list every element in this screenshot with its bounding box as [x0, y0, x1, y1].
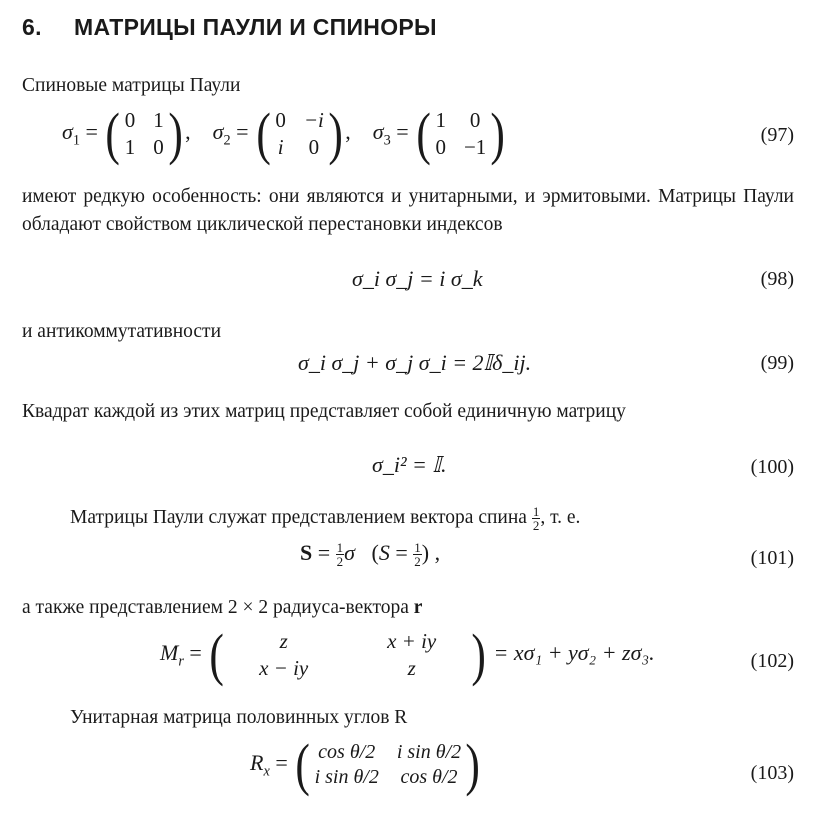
equation-100: σ_i² = 𝕀. [372, 452, 447, 477]
matrix-half-angle: ( cos θ/2 i sin θ/2 i sin θ/2 cos θ/2 ) [295, 732, 481, 797]
section-heading [22, 14, 437, 41]
matrix-sigma-3: ( 1 0 0 −1 ) [416, 101, 506, 166]
equation-number-102: (102) [750, 650, 794, 672]
matrix-sigma-1: ( 0 1 1 0 ) [105, 101, 183, 166]
equation-98: σ_i σ_j = i σ_k [352, 266, 483, 291]
section-number: 6. [22, 14, 42, 40]
equation-101: S = $\frac{1}{2}$ σ (S = $\frac{1}{2}$ ) , [300, 540, 441, 570]
matrix-position-vector: ( z x + iy x − iy z ) [209, 622, 486, 687]
paragraph-1: Спиновые матрицы Паули [22, 75, 241, 96]
equation-number-103: (103) [750, 762, 794, 784]
equation-number-101: (101) [750, 547, 794, 569]
paragraph-2: имеют редкую особенность: они являются и унитарными, и эрмитовыми. Матрицы Паули обладают свойством циклической перестановки индексов [22, 186, 794, 235]
equation-number-97: (97) [760, 124, 794, 146]
paragraph-3: и антикоммутативности [22, 321, 222, 342]
paragraph-4: Квадрат каждой из этих матриц представляет собой единичную матрицу [22, 401, 626, 422]
paragraph-7: Унитарная матрица половинных углов R [70, 707, 408, 728]
equation-99: σ_i σ_j + σ_j σ_i = 2𝕀δ_ij. [298, 350, 532, 375]
paragraph-6: а также представлением 2 × 2 радиуса-вектора r [22, 597, 423, 618]
equation-number-99: (99) [760, 352, 794, 374]
fraction-one-half: $\frac{1}{2}$ [532, 504, 540, 534]
paragraph-5: Матрицы Паули служат представлением вектора спина $\frac{1}{2}$ , т. е. [70, 504, 581, 534]
equation-103: $R_x$ = ( cos θ/2 i sin θ/2 i sin θ/2 cos θ/2 ) [250, 736, 482, 794]
equation-102: $M_r$ = ( z x + iy x − iy z ) = xσ₁ + yσ₂ + zσ₃. [160, 622, 655, 687]
equation-97: $\sigma_1$ = ( 0 1 1 0 ) , $\sigma_2$ = ( 0 −i i 0 ) , $\sigma_3$ = ( 1 0 0 −1 ) [62, 105, 508, 163]
section-title: МАТРИЦЫ ПАУЛИ И СПИНОРЫ [74, 14, 437, 40]
equation-number-98: (98) [760, 268, 794, 290]
matrix-sigma-2: ( 0 −i i 0 ) [256, 101, 343, 166]
equation-number-100: (100) [750, 456, 794, 478]
